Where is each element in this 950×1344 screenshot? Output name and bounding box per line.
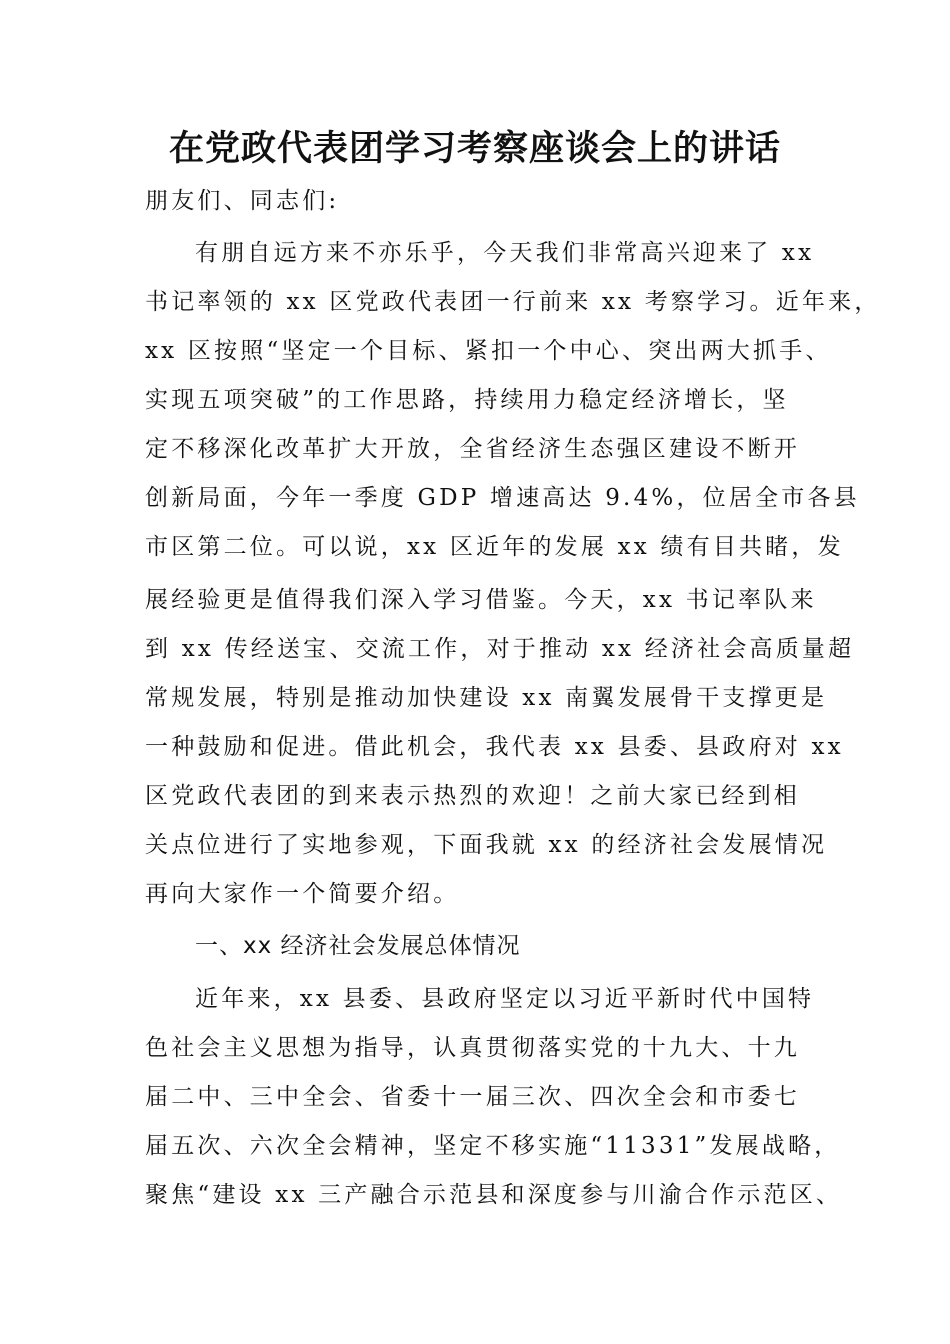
paragraph-line: 有朋自远方来不亦乐乎，今天我们非常高兴迎来了 xx [195,240,815,266]
section-heading: 一、xx 经济社会发展总体情况 [195,933,521,959]
paragraph-line: 色社会主义思想为指导，认真贯彻落实党的十九大、十九 [145,1035,800,1061]
paragraph-line: 近年来，xx 县委、县政府坚定以习近平新时代中国特 [195,986,815,1012]
paragraph-line: 市区第二位。可以说，xx 区近年的发展 xx 绩有目共睹，发 [145,534,844,560]
document-title: 在党政代表团学习考察座谈会上的讲话 [168,128,781,169]
paragraph-line: 实现五项突破”的工作思路，持续用力稳定经济增长，坚 [145,387,789,413]
paragraph-line: 区党政代表团的到来表示热烈的欢迎！之前大家已经到相 [145,783,800,809]
paragraph-line: 一种鼓励和促进。借此机会，我代表 xx 县委、县政府对 xx [145,734,844,760]
paragraph-line: 书记率领的 xx 区党政代表团一行前来 xx 考察学习。近年来， [145,289,881,315]
paragraph-line: 届五次、六次全会精神，坚定不移实施“11331”发展战略， [145,1133,841,1159]
paragraph-line: 常规发展，特别是推动加快建设 xx 南翼发展骨干支撑更是 [145,685,828,711]
paragraph-line: 展经验更是值得我们深入学习借鉴。今天，xx 书记率队来 [145,587,817,613]
paragraph-line: xx 区按照“坚定一个目标、紧扣一个中心、突出两大抓手、 [145,338,832,364]
paragraph-line: 再向大家作一个简要介绍。 [145,881,460,907]
salutation: 朋友们、同志们: [145,188,340,214]
paragraph-line: 定不移深化改革扩大开放，全省经济生态强区建设不断开 [145,436,800,462]
paragraph-line: 创新局面，今年一季度 GDP 增速高达 9.4%，位居全市各县 [145,485,860,511]
paragraph-line: 聚焦“建设 xx 三产融合示范县和深度参与川渝合作示范区、 [145,1182,843,1208]
paragraph-line: 关点位进行了实地参观，下面我就 xx 的经济社会发展情况 [145,832,828,858]
paragraph-line: 届二中、三中全会、省委十一届三次、四次全会和市委七 [145,1084,800,1110]
paragraph-line: 到 xx 传经送宝、交流工作，对于推动 xx 经济社会高质量超 [145,636,855,662]
